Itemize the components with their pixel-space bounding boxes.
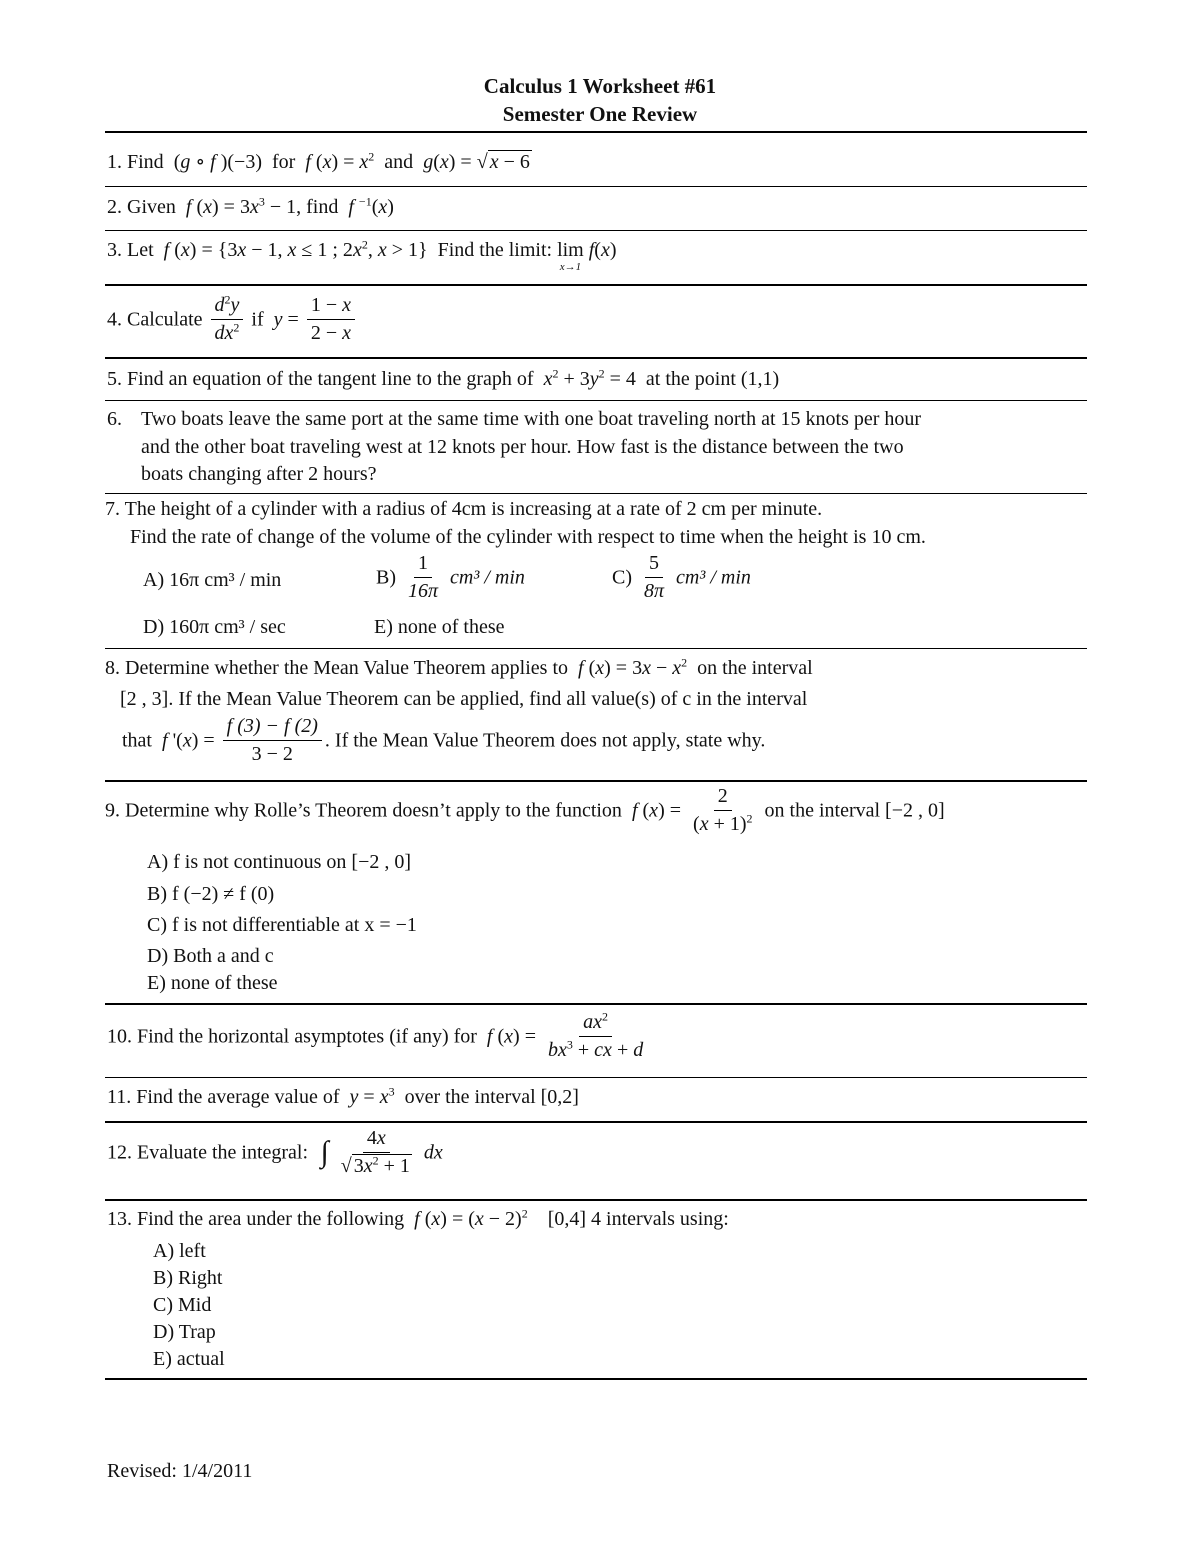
divider [105,186,1087,187]
problem-7-choice-a: A) 16π cm³ / min [143,569,282,591]
problem-11-end: over the interval [0,2] [404,1086,579,1108]
problem-13-text: 13. Find the area under the following [107,1208,405,1230]
problem-2-label: 2. Given [107,196,176,218]
problem-8-text: 8. Determine whether the Mean Value Theorem applies to [105,657,568,679]
problem-5-point: at the point (1,1) [645,368,780,390]
problem-13-choice-b: B) Right [153,1267,223,1289]
problem-7-choice-b [376,553,525,602]
problem-11-text: 11. Find the average value of [107,1086,340,1108]
choice-c-num: 5 [645,553,663,578]
divider [105,780,1087,782]
limit-subscript: x→1 [559,261,582,273]
page-title: Calculus 1 Worksheet #61 [483,74,717,98]
divider [105,131,1087,133]
divider [105,493,1087,494]
problem-3: 3. Let f (x) = {3x − 1, x ≤ 1 ; $2x^2$, x > 1} Find the limit: lim x→1 f(x) [107,237,617,273]
problem-12: 12. Evaluate the integral: ∫ $\frac{4x}{√ 3x^2 + 1}$ dx [107,1127,443,1177]
problem-6-number: 6. [107,408,122,430]
divider [105,1077,1087,1078]
problem-8-line1-end: on the interval [697,657,813,679]
choice-b-num: 1 [414,553,432,578]
problem-8-line3-end: . If the Mean Value Theorem does not apply, state why. [324,729,766,752]
problem-5: 5. Find an equation of the tangent line to the graph of $x^2 + 3y^2 = 4$ at the point (1,1) [107,366,780,390]
mvt-frac-num: f (3) − f (2) [223,716,322,741]
choice-c-label: C) [612,566,632,589]
problem-4-if: if [251,308,264,331]
divider [105,1121,1087,1123]
choice-b-unit: cm³ / min [450,566,525,589]
problem-11: 11. Find the average value of $y = x^3$ over the interval [0,2] [107,1084,579,1108]
problem-10: 10. Find the horizontal asymptotes (if any) for f (x) = $\frac{ax^2}{bx^3 + cx + d}$ [107,1009,644,1061]
problem-2-find: , find [296,196,339,218]
problem-7-choice-e: E) none of these [374,616,505,638]
problem-4-label: 4. Calculate [107,308,203,331]
problem-5-text: 5. Find an equation of the tangent line to the graph of [107,368,534,390]
problem-6-line3: boats changing after 2 hours? [141,463,377,485]
rolle-frac-num: 2 [714,786,732,811]
problem-7-line2: Find the rate of change of the volume of the cylinder with respect to time when the height is 10 cm. [130,526,926,548]
choice-b-den: 16π [408,580,439,602]
page-subtitle: Semester One Review [502,102,698,126]
problem-6-line1: Two boats leave the same port at the same time with one boat traveling north at 15 knots per hour [141,408,922,430]
problem-1-and: and [384,151,414,173]
problem-9-line1-end: on the interval [−2 , 0] [764,799,945,822]
problem-9-choice-e: E) none of these [147,972,278,994]
problem-1: 1. Find (g ∘ f )(−3) for f $(x) = x^2$ and g(x) = √ x − 6 [107,149,530,173]
divider [105,357,1087,359]
problem-2: 2. Given f $(x) = 3x^3 - 1$, find f $^{-1}$(x) [107,194,394,218]
choice-c-unit: cm³ / min [676,566,751,589]
problem-13-choice-a: A) left [153,1240,206,1262]
problem-10-text: 10. Find the horizontal asymptotes (if any) for [107,1025,477,1048]
choice-c-den: 8π [644,580,665,602]
problem-12-dx: dx [423,1141,443,1164]
problem-13: 13. Find the area under the following f $(x) = (x - 2)^2$ [0,4] 4 intervals using: [107,1206,729,1230]
problem-8-line1: 8. Determine whether the Mean Value Theorem applies to f $(x) = 3x - x^2$ on the interval [105,655,813,679]
problem-13-choice-d: D) Trap [153,1321,216,1343]
problem-3-limit-text: Find the limit: [437,239,553,261]
problem-13-end: [0,4] 4 intervals using: [547,1208,729,1230]
divider [105,1378,1087,1380]
problem-9-text: 9. Determine why Rolle’s Theorem doesn’t apply to the function [105,799,622,822]
problem-4: 4. Calculate $\frac{d^2y}{dx^2}$ if y = $\frac{1 - x}{2 - x}$ [107,295,358,344]
problem-9-line1: 9. Determine why Rolle’s Theorem doesn’t apply to the function f (x) = $\frac{2}{(x + 1)^2}$ on the interval [−2 , 0] [105,785,945,835]
divider [105,400,1087,401]
problem-9-choice-a: A) f is not continuous on [−2 , 0] [147,851,412,873]
problem-8-that: that [122,729,152,752]
problem-7-choice-c [612,553,751,602]
revised-date: Revised: 1/4/2011 [107,1460,253,1482]
divider [105,1003,1087,1005]
divider [105,1199,1087,1201]
problem-8-line3: that f '(x) = $\frac{f (3) - f (2)}{3 - 2}$ . If the Mean Value Theorem does not apply, state why. [122,715,766,765]
divider [105,230,1087,231]
mvt-frac-den: 3 − 2 [251,743,293,765]
problem-6-line2: and the other boat traveling west at 12 knots per hour. How fast is the distance between the two [141,436,904,458]
problem-1-label: 1. Find [107,151,164,173]
problem-9-choice-c: C) f is not differentiable at x = −1 [147,914,417,936]
problem-3-label: 3. Let [107,239,154,261]
problem-7-choice-d: D) 160π cm³ / sec [143,616,286,638]
problem-13-choice-e: E) actual [153,1348,225,1370]
problem-12-text: 12. Evaluate the integral: [107,1141,309,1164]
problem-9-choice-b: B) f (−2) ≠ f (0) [147,883,275,905]
divider [105,648,1087,649]
divider [105,284,1087,286]
problem-1-for: for [272,151,296,173]
problem-8-line2: [2 , 3]. If the Mean Value Theorem can be applied, find all value(s) of c in the interval [120,688,808,710]
choice-b-label: B) [376,566,396,589]
problem-13-choice-c: C) Mid [153,1294,212,1316]
limit-operator: lim [557,239,584,261]
problem-7-line1: 7. The height of a cylinder with a radius of 4cm is increasing at a rate of 2 cm per minute. [105,498,823,520]
problem-9-choice-d: D) Both a and c [147,945,274,967]
